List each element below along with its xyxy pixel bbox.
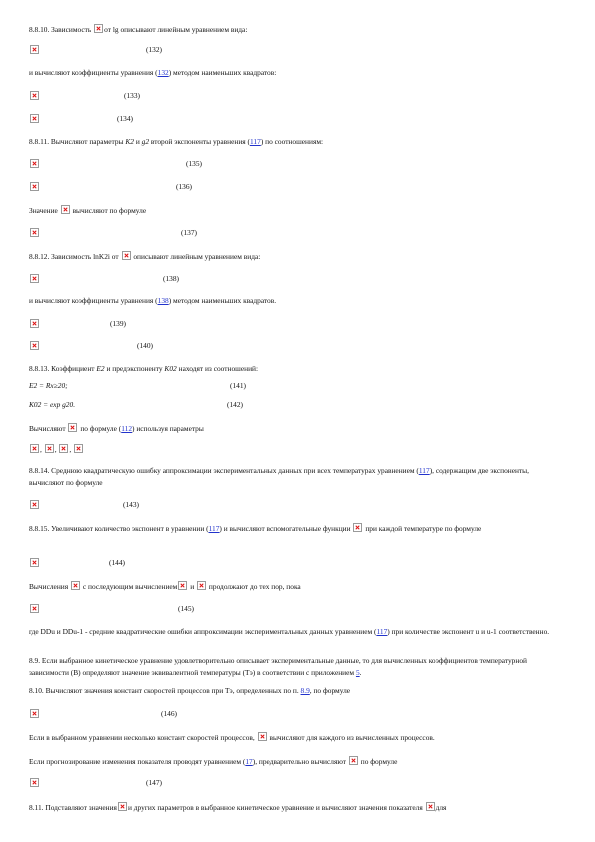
document-page: 8.8.10. Зависимость от lg описывают линейным уравнением вида: (132) и вычисляют коэффициенты уравнения (132) методом наименьших квадратов: (133) (134) 8.8.11. Вычисляют параметры K2 и g2 второй экспоненты уравнения (117) по соотношениям: (135) (136) Значение вычисляют по формуле (137) 8.8.12. Зависимость lnK2i от описывают линейным уравнением вида: (138) и вычисляют коэффициенты уравнения (138) методом наименьших квадратов. (139) (140) 8.8.13. Коэффициент E2 и предэкспоненту K02 находят из соотношений: E2 = Rх≥20; (141) K02 = exp g20. (142) Вычисляют по формуле (112) используя параметры , , , 8.8.14. Среднюю квадратическую ошибку аппроксимации экспериментальных данных при всех температурах уравнением (117), содержащим две экспоненты, вычисляют по формуле (143) 8.8.15. Увеличивают количество экспонент в уравнении (117) и вычисляют вспомогательные функции при каждой температуре по формуле (144) Вычисления с последующим вычислением и продолжают до тех пор, пока (145) где DDu и DDu-1 - средние квадратические ошибки аппроксимации экспериментальных данных уравнением (117) при количестве экспонент u и u-1 соответственно. 8.9. Если выбранное кинетическое уравнение удовлетворительно описывает экспериментальные данные, то для вычисленных коэффициентов температурной зависимости (В) определяют значение эквивалентной температуры (Tэ) в соответствии с приложением 5. 8.10. Вычисляют значения констант скоростей процессов при Tэ, определенных по п. 8.9, по формуле (146) Если в выбранном уравнении несколько констант скоростей процессов, вычисляют для каждого из вычисленных процессов. Если прогнозирование изменения показателя проводят уравнением (17), предварительно вычисляют по формуле (147) 8.11. Подставляют значения и других параметров в выбранное кинетическое уравнение и вычисляют значения показателя для — [29, 25, 550, 812]
text: K02 — [164, 364, 177, 373]
text: Если в выбранном уравнении несколько констант скоростей процессов, — [29, 733, 255, 742]
text: 8.9. Если выбранное кинетическое уравнение удовлетворительно описывает экспериментальные данные, то для вычисленных коэффициентов температурной зависимости (В) определяют значение эквивалентной температуры (Tэ) в соответствии с приложением — [29, 656, 527, 677]
text: 8.11. Подставляют значения — [29, 803, 117, 812]
text: ) по соотношениям: — [260, 137, 324, 146]
formula-image-placeholder-icon — [30, 778, 39, 787]
text: описывают линейным уравнением вида: — [133, 252, 261, 261]
link-117[interactable]: 117 — [376, 627, 388, 636]
text: продолжают до тех пор, пока — [208, 582, 301, 591]
text: 8.10. Вычисляют значения констант скоростей процессов при Tэ, определенных по п. — [29, 686, 299, 695]
text: и предэкспоненту — [106, 364, 163, 373]
link-138[interactable]: 138 — [157, 296, 169, 305]
text: и — [135, 137, 140, 146]
link-132[interactable]: 132 — [157, 68, 169, 77]
text: ) используя параметры — [132, 424, 204, 433]
formula-image-placeholder-icon — [122, 251, 131, 260]
formula-image-placeholder-icon — [68, 423, 77, 432]
text: . — [359, 667, 362, 677]
text: E2 = Rх≥20; — [29, 381, 68, 390]
text: K2 — [125, 137, 134, 146]
text: ) методом наименьших квадратов: — [168, 68, 277, 77]
text: K02 = exp g20. — [29, 400, 76, 409]
equation-number: (141) — [230, 381, 247, 390]
equation-number: (132) — [146, 45, 163, 54]
text: Вычисления — [29, 582, 69, 591]
text: 8.8.12. Зависимость lnK2i от — [29, 252, 119, 261]
text: и других параметров в выбранное кинетическое уравнение и вычисляют значения показателя — [127, 803, 423, 812]
formula-image-placeholder-icon — [71, 581, 80, 590]
text: ), предварительно вычисляют — [252, 757, 347, 766]
equation-number: (137) — [181, 228, 198, 237]
text: описывают линейным уравнением вида: — [120, 25, 248, 34]
formula-image-placeholder-icon — [30, 228, 39, 237]
equation-number: (147) — [146, 778, 163, 787]
text: ) методом наименьших квадратов. — [168, 296, 277, 305]
formula-image-placeholder-icon — [30, 114, 39, 123]
text: для — [435, 803, 447, 812]
text: ) и вычисляют вспомогательные функции — [219, 524, 351, 533]
equation-number: (142) — [227, 400, 244, 409]
formula-image-placeholder-icon — [349, 756, 358, 765]
text: от lg — [104, 25, 119, 34]
text: по формуле ( — [80, 424, 122, 433]
equation-number: (140) — [137, 341, 154, 350]
text: ) при количестве экспонент u и u-1 соответственно. — [387, 627, 550, 636]
text: Если прогнозирование изменения показателя проводят уравнением ( — [29, 757, 246, 766]
text: находят из соотношений: — [178, 364, 259, 373]
formula-image-placeholder-icon — [118, 802, 127, 811]
text: 8.8.13. Коэффициент — [29, 364, 95, 373]
text: E2 — [96, 364, 105, 373]
formula-image-placeholder-icon — [30, 500, 39, 509]
formula-image-placeholder-icon — [197, 581, 206, 590]
formula-image-placeholder-icon — [30, 319, 39, 328]
link-appendix-5[interactable]: 5 — [355, 667, 360, 677]
formula-image-placeholder-icon — [426, 802, 435, 811]
formula-image-placeholder-icon — [30, 558, 39, 567]
equation-number: (143) — [123, 500, 140, 509]
text: вычисляют для каждого из вычисленных процессов. — [269, 733, 435, 742]
text: и вычисляют коэффициенты уравнения ( — [29, 68, 158, 77]
equation-number: (139) — [110, 319, 127, 328]
equation-number: (134) — [117, 114, 134, 123]
formula-image-placeholder-icon — [74, 444, 83, 453]
link-117[interactable]: 117 — [208, 524, 220, 533]
link-17[interactable]: 17 — [245, 757, 253, 766]
formula-image-placeholder-icon — [30, 444, 39, 453]
text: и — [190, 582, 195, 591]
equation-number: (136) — [176, 182, 193, 191]
formula-image-placeholder-icon — [61, 205, 70, 214]
formula-image-placeholder-icon — [30, 341, 39, 350]
link-117[interactable]: 117 — [418, 466, 430, 475]
text: при каждой температуре по формуле — [365, 524, 482, 533]
text: 8.8.15. Увеличивают количество экспонент в уравнении ( — [29, 524, 209, 533]
text: 8.8.14. Среднюю квадратическую ошибку аппроксимации экспериментальных данных при всех температурах уравнением ( — [29, 466, 419, 475]
text: Значение — [29, 206, 58, 215]
equation-number: (135) — [186, 159, 203, 168]
text: и вычисляют коэффициенты уравнения ( — [29, 296, 158, 305]
equation-number: (138) — [163, 274, 180, 283]
text: ), содержащим две экспоненты, вычисляют по формуле — [29, 466, 529, 487]
formula-image-placeholder-icon — [353, 523, 362, 532]
link-117[interactable]: 117 — [250, 137, 261, 146]
text: Вычисляют — [29, 424, 66, 433]
equation-number: (144) — [109, 558, 126, 567]
formula-image-placeholder-icon — [30, 709, 39, 718]
text: 8.8.10. Зависимость — [29, 25, 92, 34]
text: g2 — [141, 137, 150, 146]
formula-image-placeholder-icon — [30, 182, 39, 191]
equation-number: (145) — [178, 604, 195, 613]
equation-number: (146) — [161, 709, 178, 718]
text: , по формуле — [309, 686, 351, 695]
text: 8.8.11. Вычисляют параметры — [29, 137, 124, 146]
formula-image-placeholder-icon — [30, 604, 39, 613]
text: с последующим вычислением — [82, 582, 178, 591]
equation-number: (133) — [124, 91, 141, 100]
formula-image-placeholder-icon — [45, 444, 54, 453]
formula-image-placeholder-icon — [30, 159, 39, 168]
formula-image-placeholder-icon — [59, 444, 68, 453]
formula-image-placeholder-icon — [178, 581, 187, 590]
text: где DDu и DDu-1 - средние квадратические ошибки аппроксимации экспериментальных данных уравнением ( — [29, 627, 377, 636]
formula-image-placeholder-icon — [94, 24, 103, 33]
formula-image-placeholder-icon — [30, 274, 39, 283]
formula-image-placeholder-icon — [30, 45, 39, 54]
formula-image-placeholder-icon — [258, 732, 267, 741]
text: второй экспоненты уравнения ( — [150, 137, 250, 146]
text: по формуле — [360, 757, 398, 766]
link-8-9[interactable]: 8.9 — [300, 686, 310, 695]
formula-image-placeholder-icon — [30, 91, 39, 100]
link-112[interactable]: 112 — [121, 424, 133, 433]
text: вычисляют по формуле — [72, 206, 147, 215]
